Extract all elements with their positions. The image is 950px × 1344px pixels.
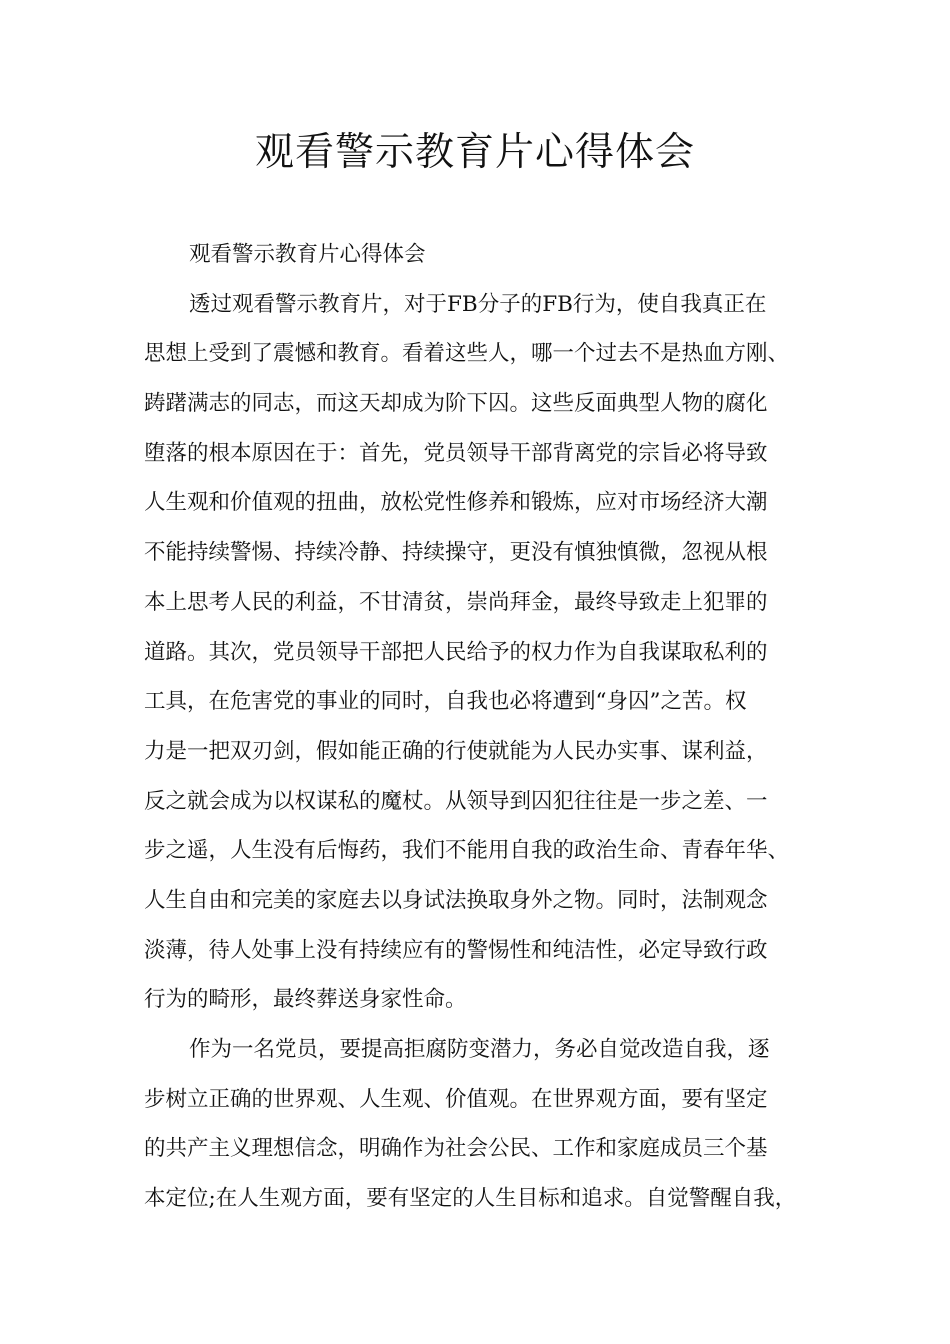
text-line: 反之就会成为以权谋私的魔杖。从领导到囚犯往往是一步之差、一: [144, 788, 768, 814]
text-line: 作为一名党员，要提高拒腐防变潜力，务必自觉改造自我，逐: [189, 1037, 770, 1062]
document-body: [144, 230, 824, 1224]
text-line: 力是一把双刃剑，假如能正确的行使就能为人民办实事、谋利益，: [144, 738, 768, 764]
text-line: 踌躇满志的同志，而这天却成为阶下囚。这些反面典型人物的腐化: [144, 391, 768, 417]
document-title: 观看警示教育片心得体会: [254, 130, 695, 175]
text-line: 行为的畸形，最终葬送身家性命。: [144, 987, 467, 1013]
text-line: 的共产主义理想信念，明确作为社会公民、工作和家庭成员三个基: [144, 1136, 768, 1162]
text-line: 步之遥，人生没有后悔药，我们不能用自我的政治生命、青春年华、: [144, 838, 790, 864]
text-line: 观看警示教育片心得体会: [189, 242, 426, 267]
text-line: 道路。其次，党员领导干部把人民给予的权力作为自我谋取私利的: [144, 639, 768, 665]
text-line: 人生自由和完美的家庭去以身试法换取身外之物。同时，法制观念: [144, 887, 768, 913]
text-line: 淡薄，待人处事上没有持续应有的警惕性和纯洁性，必定导致行政: [144, 937, 768, 963]
text-line: 思想上受到了震憾和教育。看着这些人，哪一个过去不是热血方刚、: [144, 341, 790, 367]
text-line: 堕落的根本原因在于：首先，党员领导干部背离党的宗旨必将导致: [144, 440, 768, 466]
text-line: 人生观和价值观的扭曲，放松党性修养和锻炼，应对市场经济大潮: [144, 490, 768, 516]
text-line: 透过观看警示教育片，对于FB分子的FB行为，使自我真正在: [189, 291, 767, 317]
text-line: 本上思考人民的利益，不甘清贫，崇尚拜金，最终导致走上犯罪的: [144, 589, 768, 615]
text-line: 步树立正确的世界观、人生观、价值观。在世界观方面，要有坚定: [144, 1086, 768, 1112]
text-line: 本定位;在人生观方面，要有坚定的人生目标和追求。自觉警醒自我，: [144, 1186, 797, 1212]
text-line: 不能持续警惕、持续冷静、持续操守，更没有慎独慎微，忽视从根: [144, 540, 768, 566]
text-line: 工具，在危害党的事业的同时，自我也必将遭到“身囚”之苦。权: [144, 689, 747, 715]
